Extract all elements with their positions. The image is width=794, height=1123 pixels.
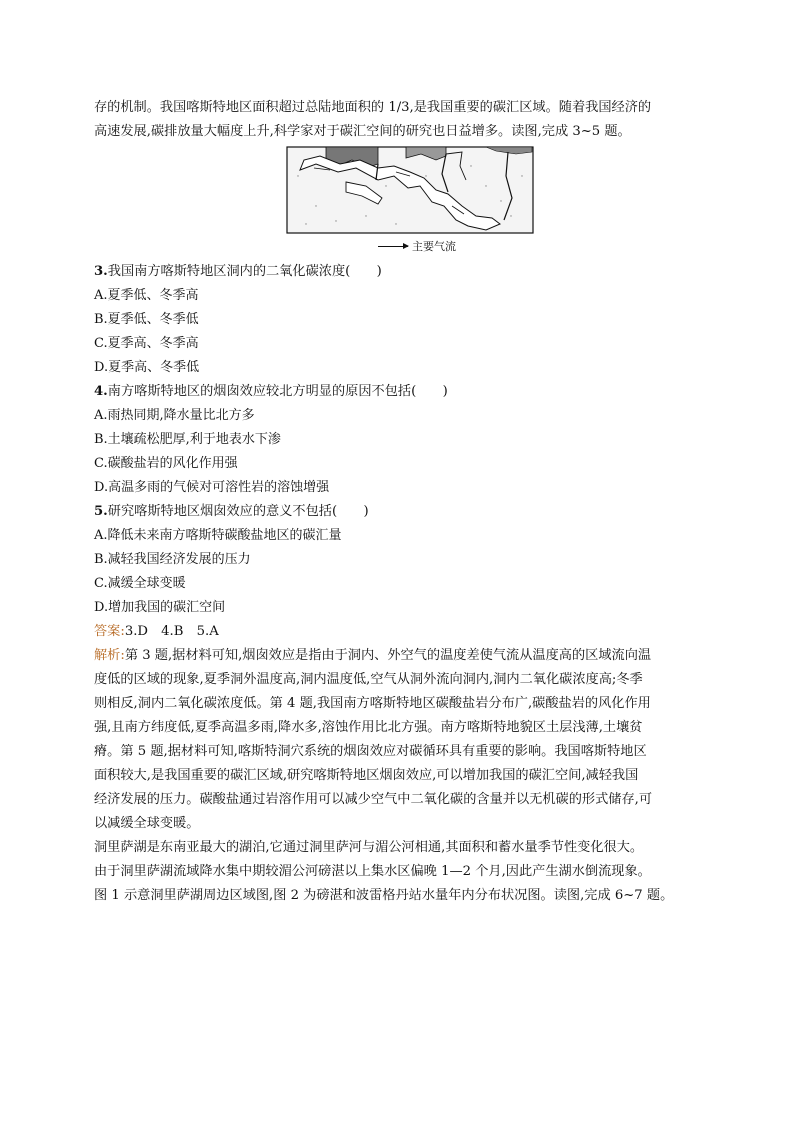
next-intro-line: 由于洞里萨湖流域降水集中期较湄公河磅湛以上集水区偏晚 1—2 个月,因此产生湖水倒流现象。 [94, 864, 651, 879]
option-d: D.夏季高、冬季低 [94, 360, 200, 375]
option-c: C.减缓全球变暖 [94, 576, 186, 591]
next-intro-line: 图 1 示意洞里萨湖周边区域图,图 2 为磅湛和波雷格丹站水量年内分布状况图。读图,完成 6~7 题。 [94, 888, 674, 903]
option-a: A.降低未来南方喀斯特碳酸盐地区的碳汇量 [94, 528, 342, 543]
analysis-line: 则相反,洞内二氧化碳浓度低。第 4 题,我国南方喀斯特地区碳酸盐岩分布广,碳酸盐岩的风化作用 [94, 696, 651, 711]
question-3 [94, 260, 714, 380]
analysis-label: 解析: [94, 648, 125, 663]
intro-line: 高速发展,碳排放量大幅度上升,科学家对于碳汇空间的研究也日益增多。读图,完成 3~5 题。 [94, 124, 631, 139]
cave-figure [94, 146, 714, 256]
question-stem: 3.我国南方喀斯特地区洞内的二氧化碳浓度( ) [94, 264, 382, 279]
intro-paragraph [94, 96, 714, 144]
analysis-line: 经济发展的压力。碳酸盐通过岩溶作用可以减少空气中二氧化碳的含量并以无机碳的形式储存,可 [94, 792, 653, 807]
answer-line [94, 620, 714, 644]
analysis-line: 度低的区域的现象,夏季洞外温度高,洞内温度低,空气从洞外流向洞内,洞内二氧化碳浓度高;冬季 [94, 672, 643, 687]
analysis-line: 强,且南方纬度低,夏季高温多雨,降水多,溶蚀作用比北方强。南方喀斯特地貌区土层浅薄,土壤贫 [94, 720, 643, 735]
legend-label: 主要气流 [412, 240, 456, 253]
arrow-right-icon [378, 246, 408, 247]
option-d: D.高温多雨的气候对可溶性岩的溶蚀增强 [94, 480, 330, 495]
analysis-line: 面积较大,是我国重要的碳汇区域,研究喀斯特地区烟囱效应,可以增加我国的碳汇空间,减轻我国 [94, 768, 639, 783]
analysis-line: 以减缓全球变暖。 [94, 816, 200, 831]
question-stem: 4.南方喀斯特地区的烟囱效应较北方明显的原因不包括( ) [94, 384, 448, 399]
option-c: C.碳酸盐岩的风化作用强 [94, 456, 238, 471]
question-4 [94, 380, 714, 500]
question-stem: 5.研究喀斯特地区烟囱效应的意义不包括( ) [94, 504, 369, 519]
option-d: D.增加我国的碳汇空间 [94, 600, 226, 615]
document-page [94, 96, 714, 908]
next-intro-paragraph [94, 836, 714, 908]
option-a: A.雨热同期,降水量比北方多 [94, 408, 255, 423]
analysis-paragraph [94, 644, 714, 836]
option-a: A.夏季低、冬季高 [94, 288, 199, 303]
question-5 [94, 500, 714, 620]
option-b: B.减轻我国经济发展的压力 [94, 552, 251, 567]
next-intro-line: 洞里萨湖是东南亚最大的湖泊,它通过洞里萨河与湄公河相通,其面积和蓄水量季节性变化很大。 [94, 840, 644, 855]
answer-label: 答案: [94, 624, 125, 639]
analysis-line: 解析:第 3 题,据材料可知,烟囱效应是指由于洞内、外空气的温度差使气流从温度高的区域流向温 [94, 648, 652, 663]
figure-legend [378, 238, 456, 254]
intro-line: 存的机制。我国喀斯特地区面积超过总陆地面积的 1/3,是我国重要的碳汇区域。随着我国经济的 [94, 100, 652, 115]
answer-text: 3.D 4.B 5.A [124, 624, 219, 639]
option-b: B.夏季低、冬季低 [94, 312, 199, 327]
option-c: C.夏季高、冬季高 [94, 336, 199, 351]
cave-cross-section-diagram [286, 146, 534, 234]
option-b: B.土壤疏松肥厚,利于地表水下渗 [94, 432, 281, 447]
analysis-line: 瘠。第 5 题,据材料可知,喀斯特洞穴系统的烟囱效应对碳循环具有重要的影响。我国喀斯特地区 [94, 744, 647, 759]
